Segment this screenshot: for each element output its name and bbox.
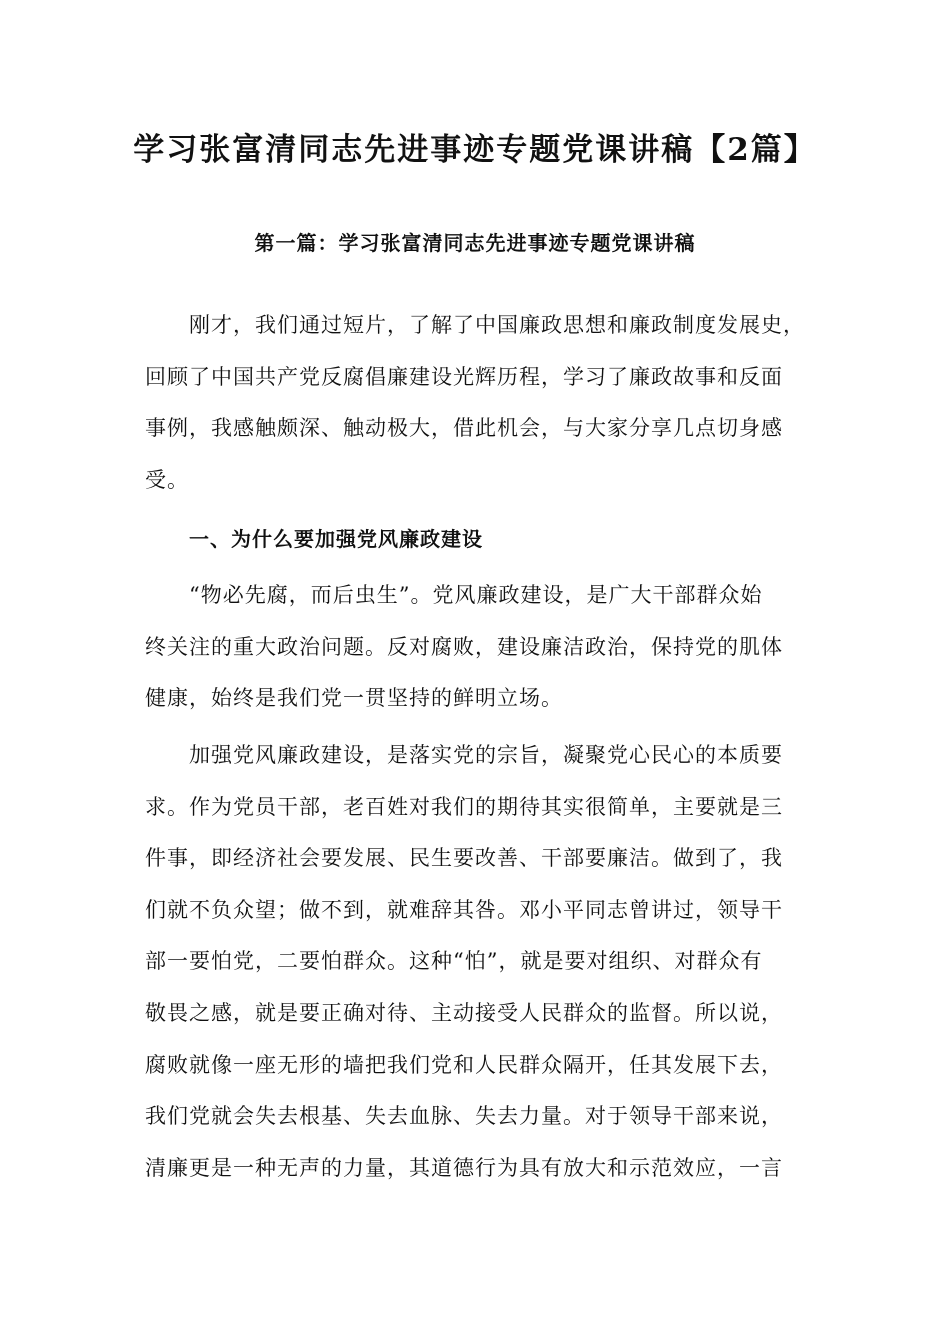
- paragraph-line: 敬畏之感，就是要正确对待、主动接受人民群众的监督。所以说，: [145, 1000, 783, 1025]
- paragraph-intro: [145, 300, 805, 506]
- paragraph-line: 健康，始终是我们党一贯坚持的鲜明立场。: [145, 686, 563, 711]
- paragraph-line: 加强党风廉政建设，是落实党的宗旨，凝聚党心民心的本质要: [189, 743, 783, 767]
- paragraph-line: 回顾了中国共产党反腐倡廉建设光辉历程，学习了廉政故事和反面: [145, 364, 783, 389]
- document-title: 学习张富清同志先进事迹专题党课讲稿【2篇】: [133, 132, 817, 168]
- paragraph-line: 件事，即经济社会要发展、民生要改善、干部要廉洁。做到了，我: [145, 846, 783, 871]
- paragraph-main: [145, 730, 805, 1194]
- paragraph-line: 们就不负众望；做不到，就难辞其咎。邓小平同志曾讲过，领导干: [145, 897, 783, 922]
- paragraph-line: 部一要怕党，二要怕群众。这种“怕”，就是要对组织、对群众有: [145, 949, 763, 974]
- paragraph-quote: [145, 570, 805, 725]
- section-heading-one: 一、为什么要加强党风廉政建设: [189, 527, 483, 551]
- paragraph-line: 刚才，我们通过短片，了解了中国廉政思想和廉政制度发展史，: [189, 313, 805, 337]
- paragraph-line: 我们党就会失去根基、失去血脉、失去力量。对于领导干部来说，: [145, 1104, 783, 1129]
- paragraph-line: 求。作为党员干部，老百姓对我们的期待其实很简单，主要就是三: [145, 794, 783, 819]
- paragraph-line: 受。: [145, 467, 189, 492]
- paragraph-line: 终关注的重大政治问题。反对腐败，建设廉洁政治，保持党的肌体: [145, 634, 783, 659]
- paragraph-line: 清廉更是一种无声的力量，其道德行为具有放大和示范效应，一言: [145, 1155, 783, 1180]
- part-one-title: 第一篇：学习张富清同志先进事迹专题党课讲稿: [254, 231, 696, 255]
- paragraph-line: 事例，我感触颇深、触动极大，借此机会，与大家分享几点切身感: [145, 416, 783, 441]
- paragraph-line: 腐败就像一座无形的墙把我们党和人民群众隔开，任其发展下去，: [145, 1052, 783, 1077]
- paragraph-line: “物必先腐，而后虫生”。党风廉政建设，是广大干部群众始: [189, 583, 763, 607]
